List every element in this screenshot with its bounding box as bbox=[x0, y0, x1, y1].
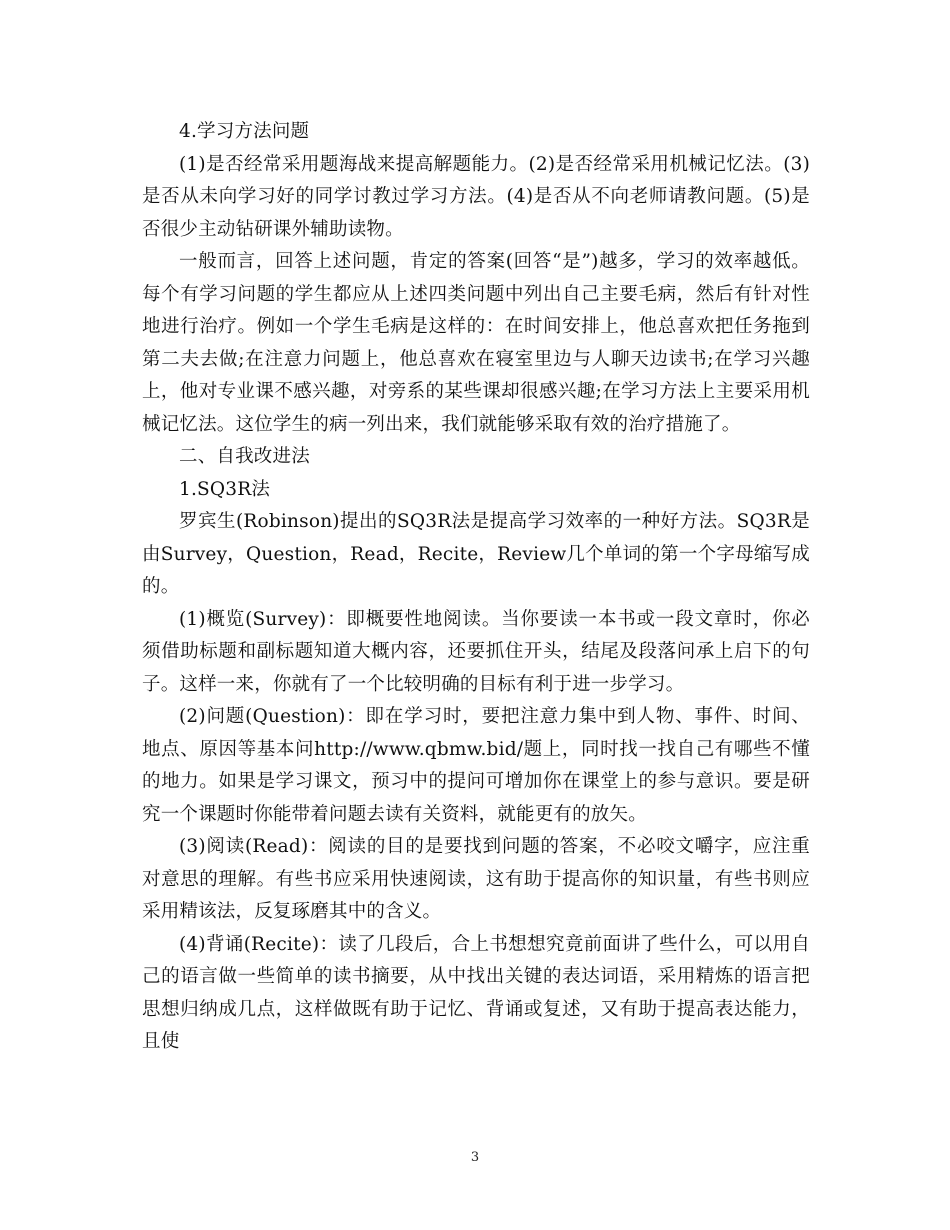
paragraph-question: (2)问题(Question)：即在学习时，要把注意力集中到人物、事件、时间、地点、原因等基本问http://www.qbmw.bid/题上，同时找一找自己有哪些不懂的地力。如果是学习课文，预习中的提问可增加你在课堂上的参与意识。要是研究一个课题时你能带着问题去读有关资料，就能更有的放矢。 bbox=[142, 706, 810, 825]
page-number: 3 bbox=[470, 1150, 480, 1165]
paragraph-method-questions: (1)是否经常采用题海战来提高解题能力。(2)是否经常采用机械记忆法。(3)是否从未向学习好的同学讨教过学习方法。(4)是否从不向老师请教问题。(5)是否很少主动钻研课外辅助读物。 bbox=[142, 153, 810, 240]
paragraph-recite: (4)背诵(Recite)：读了几段后，合上书想想究竟前面讲了些什么，可以用自己的语言做一些简单的读书摘要，从中找出关键的表达词语，采用精炼的语言把思想归纳成几点，这样做既有助于记忆、背诵或复述，又有助于提高表达能力，且使 bbox=[142, 933, 810, 1052]
paragraph-survey: (1)概览(Survey)：即概要性地阅读。当你要读一本书或一段文章时，你必须借助标题和副标题知道大概内容，还要抓住开头，结尾及段落问承上启下的句子。这样一来，你就有了一个比较明确的目标有利于进一步学习。 bbox=[142, 608, 810, 695]
paragraph-read: (3)阅读(Read)：阅读的目的是要找到问题的答案，不必咬文嚼字，应注重对意思的理解。有些书应采用快速阅读，这有助于提高你的知识量，有些书则应采用精该法，反复琢磨其中的含义。 bbox=[142, 836, 810, 922]
paragraph-diagnosis-example: 一般而言，回答上述问题，肯定的答案(回答“是”)越多，学习的效率越低。每个有学习问题的学生都应从上述四类问题中列出自己主要毛病，然后有针对性地进行治疗。例如一个学生毛病是这样的：在时间安排上，他总喜欢把任务拖到第二夫去做;在注意力问题上，他总喜欢在寝室里边与人聊天边读书;在学习兴趣上，他对专业课不感兴趣，对旁系的某些课却很感兴趣;在学习方法上主要采用机械记忆法。这位学生的病一列出来，我们就能够采取有效的治疗措施了。 bbox=[142, 251, 810, 435]
section-heading-self-improvement: 二、自我改进法 bbox=[179, 446, 310, 467]
subsection-heading-sq3r: 1.SQ3R法 bbox=[179, 478, 271, 500]
page-body bbox=[142, 116, 810, 1059]
paragraph-sq3r-intro: 罗宾生(Robinson)提出的SQ3R法是提高学习效率的一种好方法。SQ3R是由Survey，Question，Read，Recite，Review几个单词的第一个字母缩写成的。 bbox=[142, 511, 810, 597]
section-heading-learning-method: 4.学习方法问题 bbox=[179, 121, 310, 142]
